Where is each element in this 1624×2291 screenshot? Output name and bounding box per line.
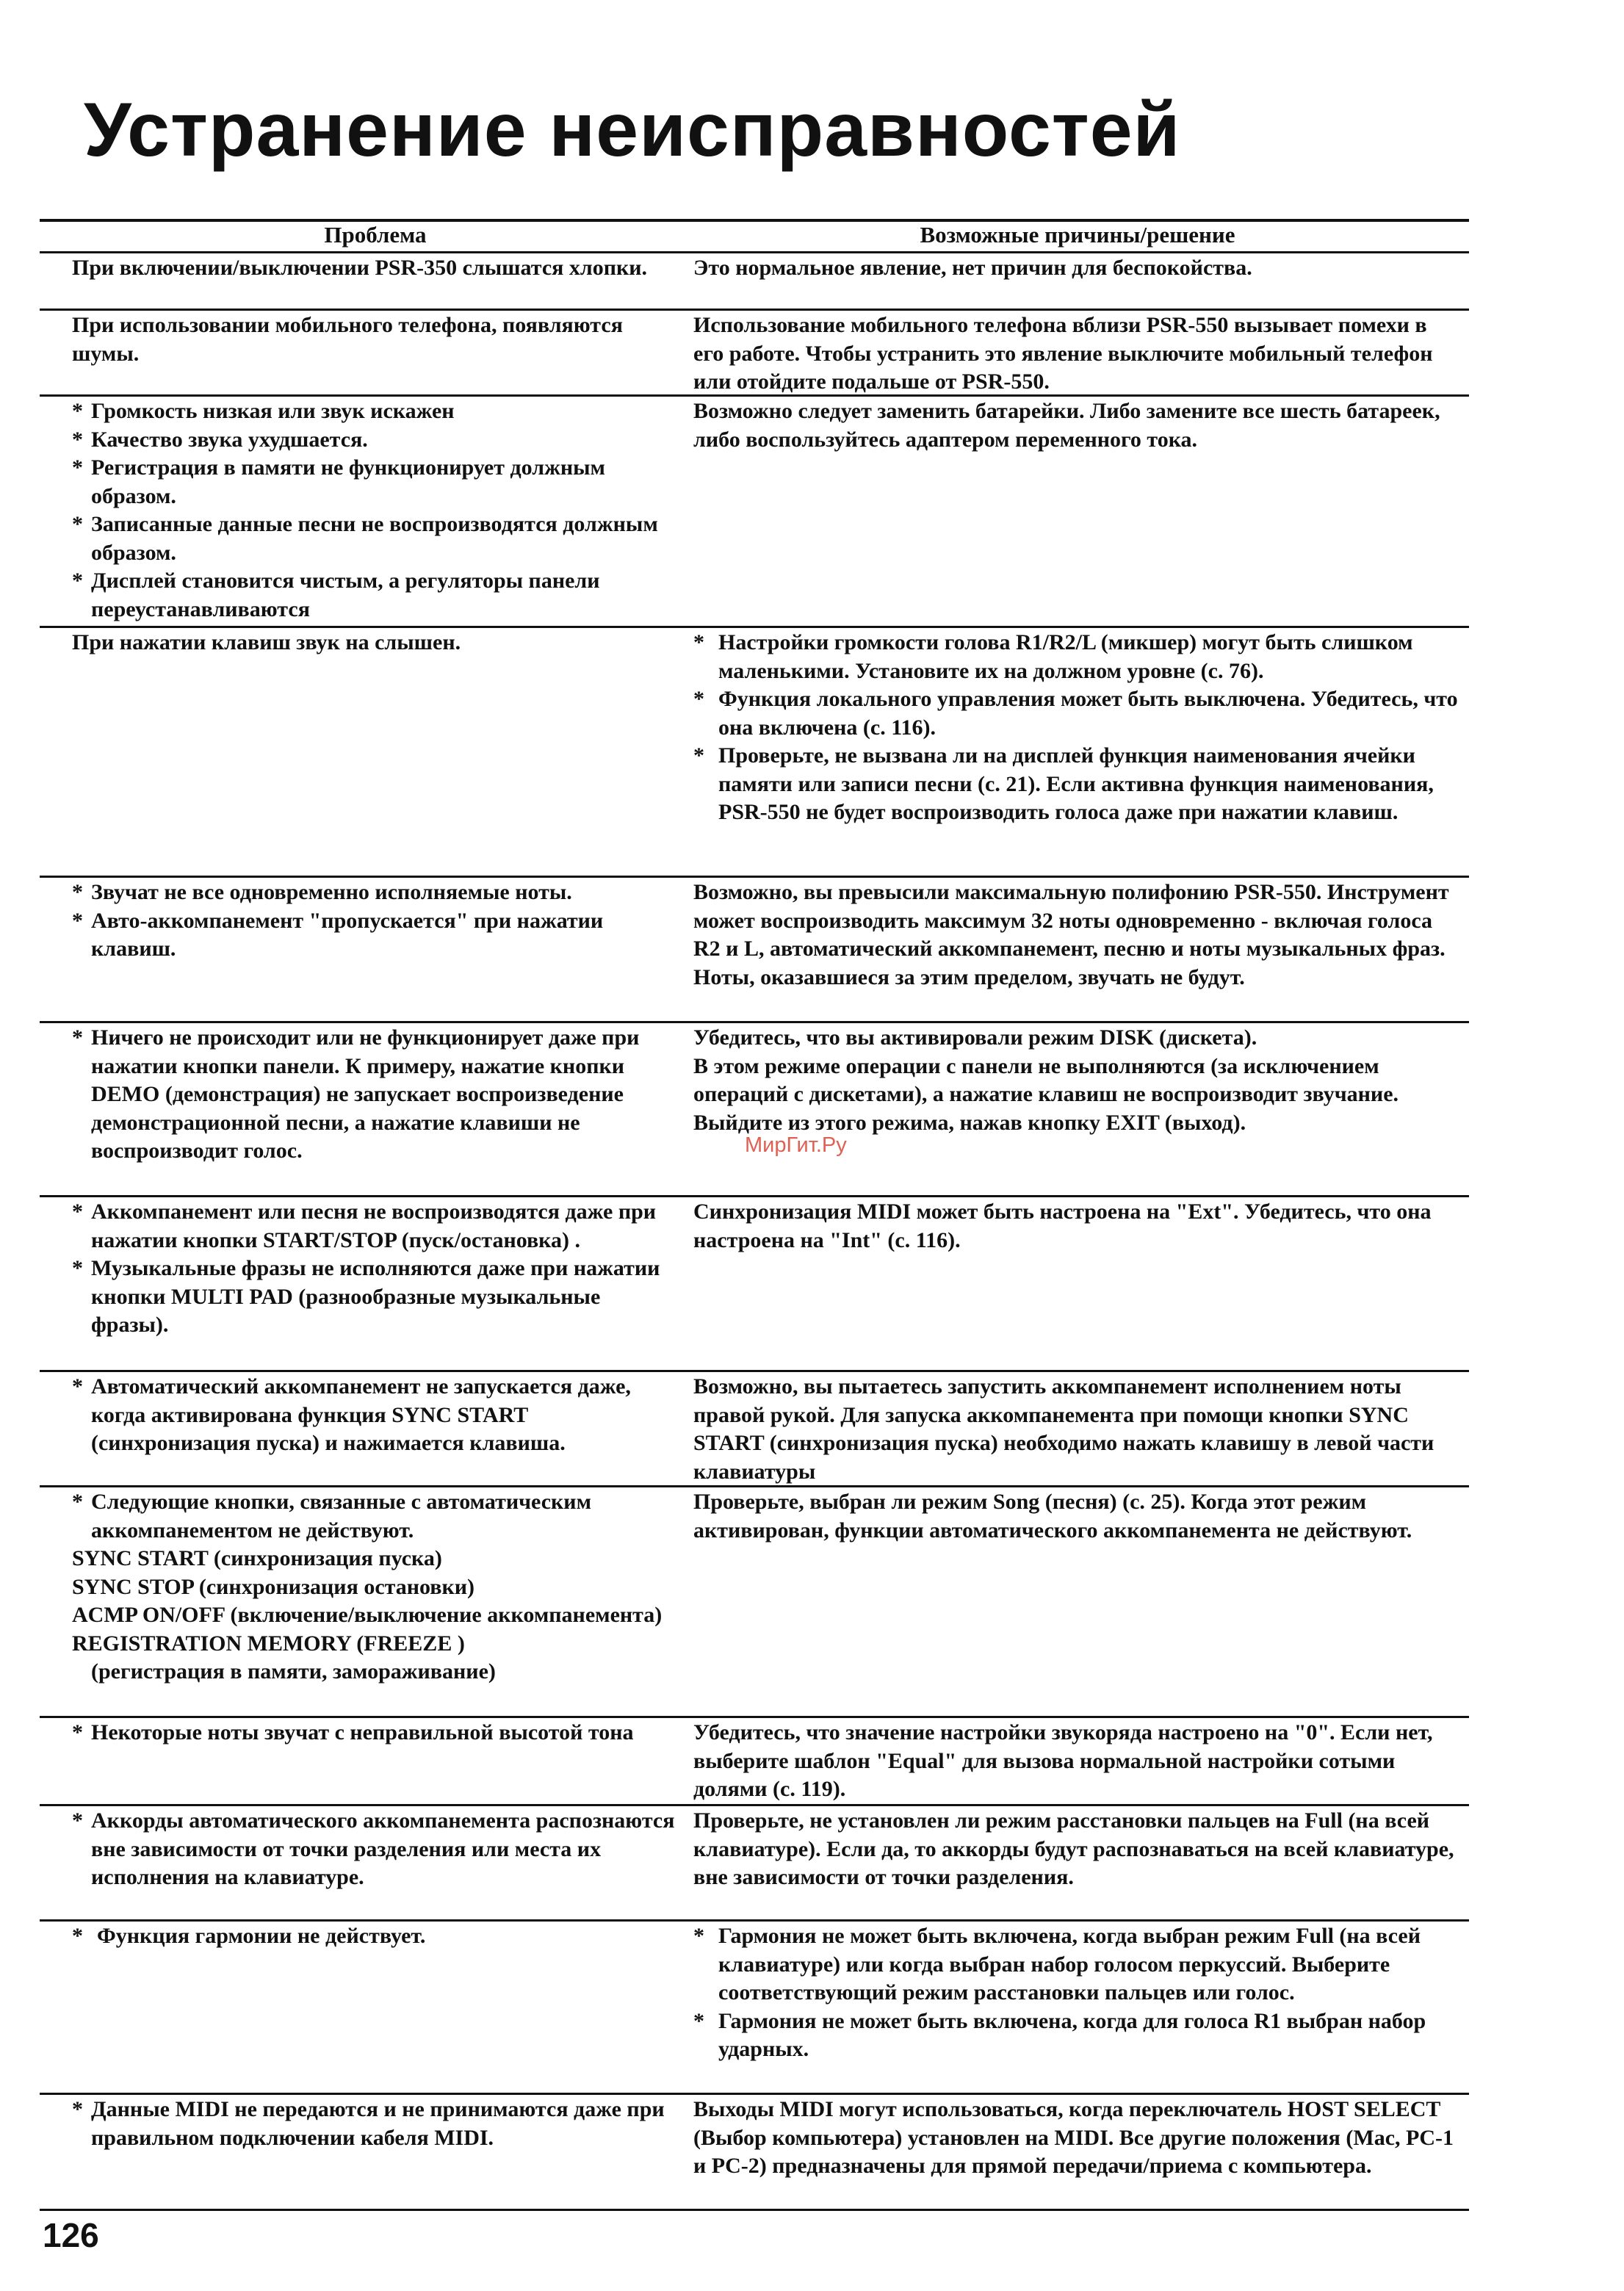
problem-text: При нажатии клавиш звук на слышен. — [72, 630, 461, 654]
solution-text: Проверьте, не установлен ли режим расстановки пальцев на Full (на всей клавиатуре). Если да, то аккорды будут распознаваться на всей клавиатуре, вне зависимости от точки разделения. — [693, 1808, 1454, 1889]
solution-text: Возможно, вы пытаетесь запустить аккомпанемент исполнением ноты правой рукой. Для запуска аккомпанемента при помощи кнопки SYNC START (синхронизация пуска) необходимо нажать клавишу в левой части клавиатуры — [693, 1374, 1434, 1484]
table-row — [40, 311, 1469, 397]
table-row — [40, 1023, 1469, 1197]
problem-item: * Регистрация в памяти не функционирует должным образом. — [72, 454, 679, 510]
solution-text: Синхронизация MIDI может быть настроена на "Ext". Убедитесь, что она настроена на "Int" (с. 116). — [693, 1199, 1432, 1252]
solution-text: В этом режиме операции с панели не выполняются (за исключением операций с дискетами), а нажатие клавиш не воспроизводит звучание. — [693, 1053, 1399, 1106]
header-problem: Проблема — [324, 222, 427, 248]
problem-cell — [40, 1806, 679, 1919]
problem-cell — [40, 1197, 679, 1370]
problem-text: При включении/выключении PSR-350 слышатся хлопки. — [72, 256, 648, 280]
solution-text: Это нормальное явление, нет причин для беспокойства. — [693, 256, 1252, 280]
problem-item: * Качество звука ухудшается. — [72, 426, 679, 455]
solution-cell — [679, 1718, 1469, 1804]
solution-cell — [679, 1806, 1469, 1919]
problem-item: * Данные MIDI не передаются и не принимаются даже при правильном подключении кабеля MIDI. — [72, 2096, 679, 2152]
solution-text: Возможно следует заменить батарейки. Либо замените все шесть батареек, либо воспользуйтесь адаптером переменного тока. — [693, 399, 1440, 452]
problem-item: * Ничего не происходит или не функционирует даже при нажатии кнопки панели. К примеру, нажатие кнопки DEMO (демонстрация) не запускает воспроизведение демонстрационной песни, а нажатие клавиши не воспроизводит голос. — [72, 1024, 679, 1166]
solution-cell — [679, 1487, 1469, 1716]
problem-cell — [40, 1718, 679, 1804]
problem-cell — [40, 253, 679, 309]
solution-cell — [679, 1023, 1469, 1195]
problem-cell — [40, 1922, 679, 2093]
problem-item: * Громкость низкая или звук искажен — [72, 397, 679, 426]
problem-item: * Автоматический аккомпанемент не запускается даже, когда активирована функция SYNC START (синхронизация пуска) и нажимается клавиша. — [72, 1373, 679, 1458]
problem-item: * Дисплей становится чистым, а регуляторы панели переустанавливаются — [72, 567, 679, 624]
solution-cell — [679, 311, 1469, 394]
problem-item: * Музыкальные фразы не исполняются даже при нажатии кнопки MULTI PAD (разнообразные музыкальные фразы). — [72, 1255, 679, 1340]
page-title: Устранение неисправностей — [84, 87, 1181, 173]
solution-item: * Гармония не может быть включена, когда для голоса R1 выбран набор ударных. — [693, 2007, 1462, 2064]
problem-cell — [40, 1487, 679, 1716]
table-row — [40, 1372, 1469, 1487]
solution-item: * Гармония не может быть включена, когда выбран режим Full (на всей клавиатуре) или когда выбран набор голосом перкуссий. Выберите соответствующий режим расстановки пальцев или голос. — [693, 1922, 1462, 2007]
solution-text: Выйдите из этого режима, нажав кнопку EXIT (выход). — [693, 1110, 1246, 1135]
problem-text: ACMP ON/OFF (включение/выключение аккомпанемента) — [72, 1603, 663, 1627]
solution-item: * Функция локального управления может быть выключена. Убедитесь, что она включена (с. 116). — [693, 685, 1462, 742]
table-row — [40, 397, 1469, 628]
solution-cell — [679, 1197, 1469, 1370]
problem-item: * Аккорды автоматического аккомпанемента распознаются вне зависимости от точки разделения или места их исполнения на клавиатуре. — [72, 1807, 679, 1892]
problem-item: * Авто-аккомпанемент "пропускается" при нажатии клавиш. — [72, 907, 679, 964]
solution-cell — [679, 628, 1469, 876]
table-row — [40, 1806, 1469, 1922]
table-row — [40, 1718, 1469, 1806]
problem-item: * Записанные данные песни не воспроизводятся должным образом. — [72, 510, 679, 567]
solution-text: Использование мобильного телефона вблизи PSR-550 вызывает помехи в его работе. Чтобы устранить это явление выключите мобильный телефон или отойдите подальше от PSR-550. — [693, 313, 1433, 394]
solution-text: Возможно, вы превысили максимальную полифонию PSR-550. Инструмент может воспроизводить максимум 32 ноты одновременно - включая голоса R2 и L, автоматический аккомпанемент, песню и ноты музыкальных фраз. Ноты, оказавшиеся за этим пределом, звучать не будут. — [693, 880, 1449, 989]
table-row — [40, 1922, 1469, 2095]
solution-text: Проверьте, выбран ли режим Song (песня) (с. 25). Когда этот режим активирован, функции автоматического аккомпанемента не действуют. — [693, 1490, 1412, 1543]
problem-cell — [40, 1372, 679, 1485]
solution-text: Убедитесь, что вы активировали режим DISK (дискета). — [693, 1025, 1257, 1050]
problem-text: SYNC STOP (синхронизация остановки) — [72, 1574, 475, 1599]
problem-text: (регистрация в памяти, замораживание) — [91, 1659, 496, 1684]
problem-item: * Аккомпанемент или песня не воспроизводятся даже при нажатии кнопки START/STOP (пуск/остановка) . — [72, 1198, 679, 1255]
troubleshooting-table — [40, 219, 1469, 2211]
table-row — [40, 878, 1469, 1023]
solution-cell — [679, 1372, 1469, 1485]
page-number: 126 — [43, 2216, 99, 2254]
problem-text: SYNC START (синхронизация пуска) — [72, 1546, 442, 1570]
solution-cell — [679, 253, 1469, 309]
problem-cell — [40, 397, 679, 626]
problem-cell — [40, 1023, 679, 1195]
solution-item: * Проверьте, не вызвана ли на дисплей функция наименования ячейки памяти или записи песни (с. 21). Если активна функция наименования, PSR-550 не будет воспроизводить голоса даже при нажатии клавиш. — [693, 742, 1462, 827]
table-row — [40, 2095, 1469, 2211]
problem-cell — [40, 878, 679, 1021]
problem-item: * Звучат не все одновременно исполняемые ноты. — [72, 878, 679, 907]
solution-cell — [679, 878, 1469, 1021]
solution-text: Выходы MIDI могут использоваться, когда переключатель HOST SELECT (Выбор компьютера) установлен на MIDI. Все другие положения (Mac, PC-1 и PC-2) предназначены для прямой передачи/приема с компьютера. — [693, 2097, 1454, 2178]
table-row — [40, 628, 1469, 878]
watermark: МирГит.Ру — [745, 1133, 847, 1157]
problem-cell — [40, 628, 679, 876]
problem-cell — [40, 311, 679, 394]
table-header — [40, 222, 1469, 253]
table-row — [40, 253, 1469, 311]
problem-item: * Следующие кнопки, связанные с автоматическим аккомпанементом не действуют. — [72, 1488, 679, 1545]
table-row — [40, 1197, 1469, 1372]
problem-text: При использовании мобильного телефона, появляются шумы. — [72, 313, 623, 366]
problem-text: REGISTRATION MEMORY (FREEZE ) — [72, 1631, 465, 1656]
problem-item: * Некоторые ноты звучат с неправильной высотой тона — [72, 1719, 679, 1747]
solution-cell — [679, 397, 1469, 626]
solution-item: * Настройки громкости голова R1/R2/L (микшер) могут быть слишком маленькими. Установите их на должном уровне (с. 76). — [693, 629, 1462, 685]
table-row — [40, 1487, 1469, 1718]
header-solution: Возможные причины/решение — [920, 222, 1235, 248]
solution-cell — [679, 2095, 1469, 2209]
solution-cell — [679, 1922, 1469, 2093]
problem-item: * Функция гармонии не действует. — [72, 1922, 679, 1951]
solution-text: Убедитесь, что значение настройки звукоряда настроено на "0". Если нет, выберите шаблон "Equal" для вызова нормальной настройки сотыми долями (с. 119). — [693, 1720, 1433, 1801]
problem-cell — [40, 2095, 679, 2209]
